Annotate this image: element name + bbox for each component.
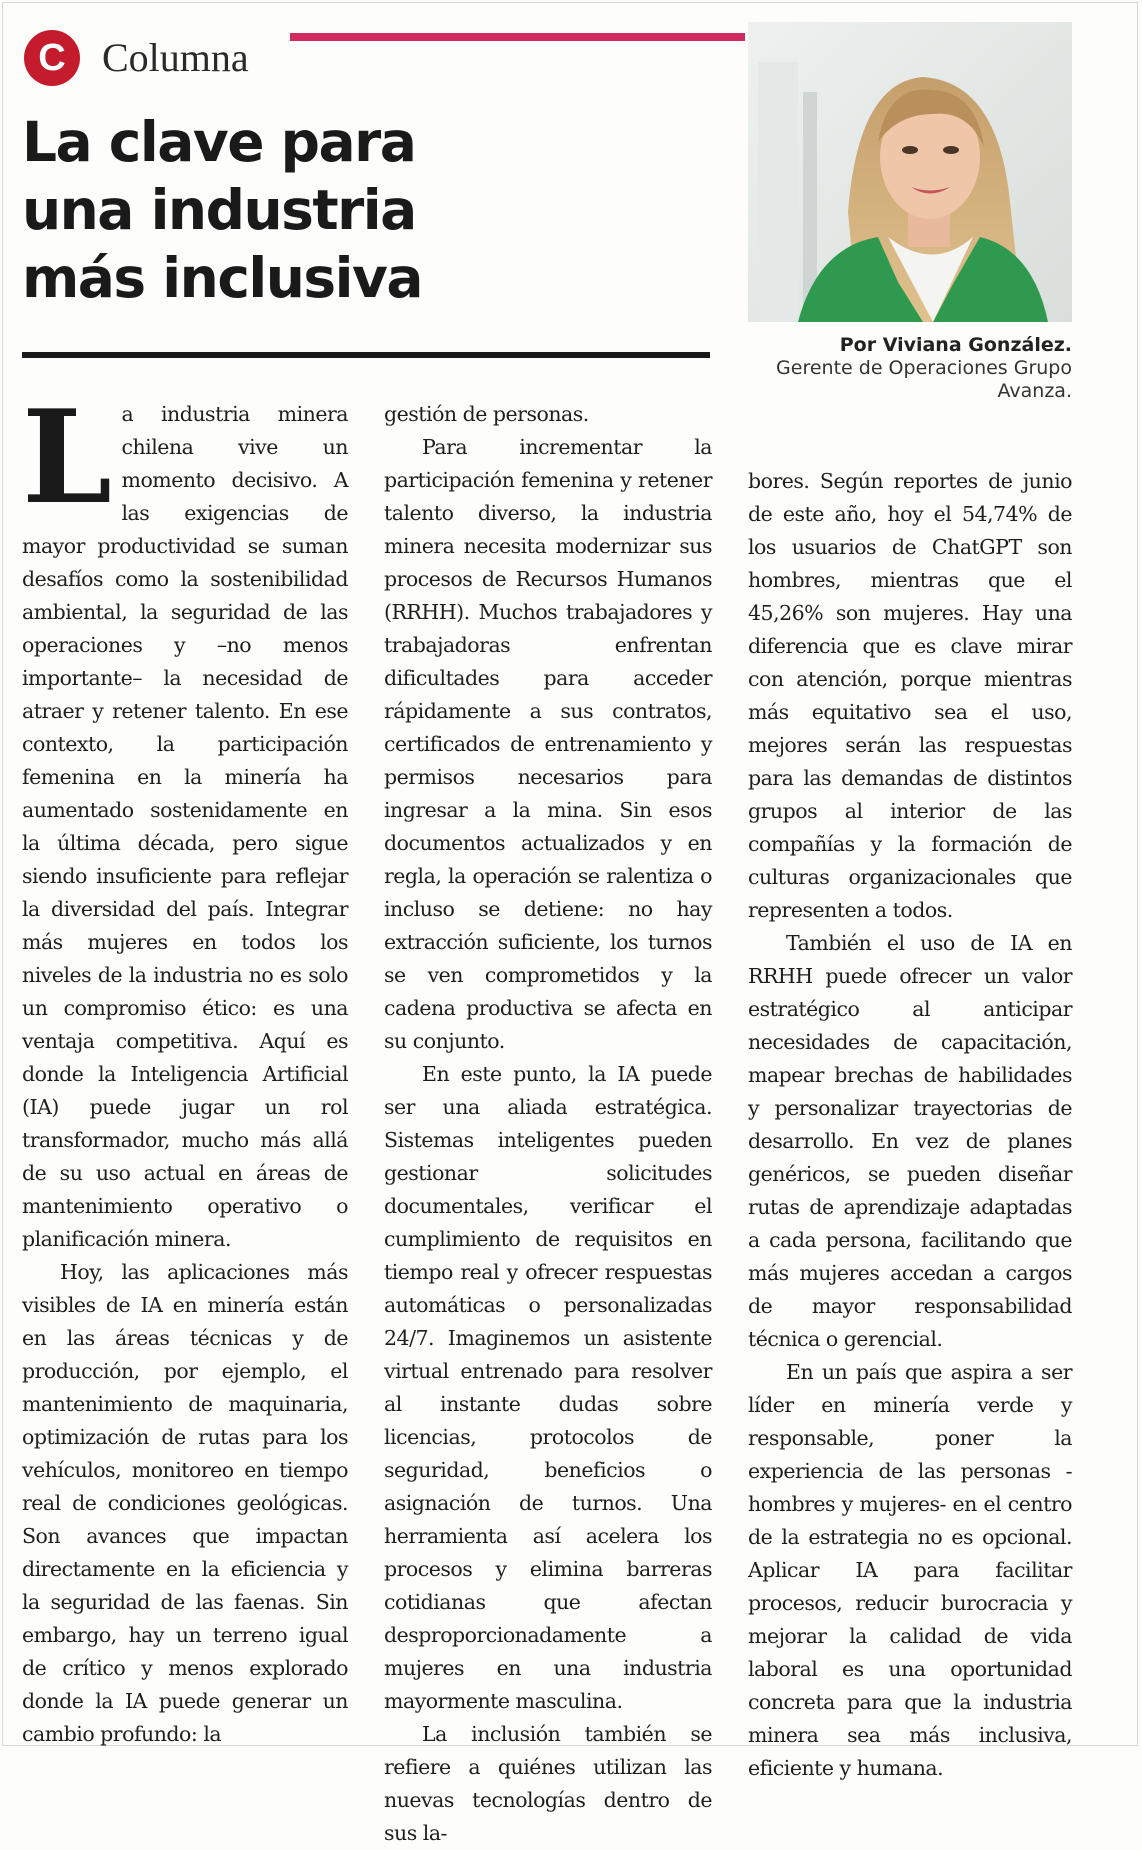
author-name: Por Viviana González. bbox=[839, 334, 1072, 356]
author-role: Gerente de Operaciones Grupo Avanza. bbox=[776, 357, 1072, 402]
paragraph: gestión de personas. bbox=[384, 402, 589, 426]
byline bbox=[732, 334, 1072, 403]
paragraph: La inclusión también se refiere a quiénes utilizan las nuevas tecnologías dentro de sus la- bbox=[384, 1722, 712, 1845]
paragraph bbox=[22, 383, 348, 1256]
section-label: Columna bbox=[102, 35, 249, 80]
author-portrait bbox=[748, 22, 1072, 322]
paragraph: En este punto, la IA puede ser una aliada estratégica. Sistemas inteligentes pueden gestionar solicitudes documentales, verificar el cumplimiento de requisitos en tiempo real y ofrecer respuestas automáticas o personalizadas 24/7. Imaginemos un asistente virtual entrenado para resolver al instante dudas sobre licencias, protocolos de seguridad, beneficios o asignación de turnos. Una herramienta así acelera los procesos y elimina barreras cotidianas que afectan desproporcionadamente a mujeres en una industria mayormente masculina. bbox=[384, 1062, 712, 1713]
article-column-2 bbox=[384, 398, 712, 1850]
headline bbox=[22, 108, 542, 312]
paragraph: En un país que aspira a ser líder en minería verde y responsable, poner la experiencia de las personas -hombres y mujeres- en el centro de la estrategia no es opcional. Aplicar IA para facilitar procesos, reducir burocracia y mejorar la calidad de vida laboral es una oportunidad concreta para que la industria minera sea más inclusiva, eficiente y humana. bbox=[748, 1360, 1072, 1780]
paragraph-text: a industria minera chilena vive un momento decisivo. A las exigencias de mayor productividad se suman desafíos como la sostenibilidad ambiental, la seguridad de las operaciones y –no menos importante– la necesidad de atraer y retener talento. En ese contexto, la participación femenina en la minería ha aumentado sostenidamente en la última década, pero sigue siendo insuficiente para reflejar la diversidad del país. Integrar más mujeres en todos los niveles de la industria no es solo un compromiso ético: es una ventaja competitiva. Aquí es donde la Inteligencia Artificial (IA) puede jugar un rol transformador, mucho más allá de su uso actual en áreas de mantenimiento operativo o planificación minera. bbox=[22, 402, 348, 1251]
article-column-1 bbox=[22, 383, 348, 1751]
article-column-3 bbox=[748, 465, 1072, 1785]
paragraph: bores. Según reportes de junio de este año, hoy el 54,74% de los usuarios de ChatGPT son hombres, mientras que el 45,26% son mujeres. Hay una diferencia que es clave mirar con atención, porque mientras más equitativo sea el uso, mejores serán las respuestas para las demandas de distintos grupos al interior de las compañías y la formación de culturas organizacionales que representen a todos. bbox=[748, 469, 1072, 922]
paragraph: Para incrementar la participación femenina y retener talento diverso, la industria minera necesita modernizar sus procesos de Recursos Humanos (RRHH). Muchos trabajadores y trabajadoras enfrentan dificultades para acceder rápidamente a sus contratos, certificados de entrenamiento y permisos necesarios para ingresar a la mina. Sin esos documentos actualizados y en regla, la operación se ralentiza o incluso se detiene: no hay extracción suficiente, los turnos se ven comprometidos y la cadena productiva se afecta en su conjunto. bbox=[384, 435, 712, 1053]
dropcap: L bbox=[22, 383, 112, 533]
headline-line: una industria bbox=[22, 178, 416, 242]
paragraph: Hoy, las aplicaciones más visibles de IA en minería están en las áreas técnicas y de producción, por ejemplo, el mantenimiento de maquinaria, optimización de rutas para los vehículos, monitoreo en tiempo real de condiciones geológicas. Son avances que impactan directamente en la eficiencia y la seguridad de las faenas. Sin embargo, hay un terreno igual de crítico y menos explorado donde la IA puede generar un cambio profundo: la bbox=[22, 1260, 348, 1746]
headline-rule bbox=[22, 352, 710, 358]
headline-line: La clave para bbox=[22, 110, 416, 174]
section-rule bbox=[290, 33, 745, 41]
paragraph: También el uso de IA en RRHH puede ofrecer un valor estratégico al anticipar necesidades de capacitación, mapear brechas de habilidades y personalizar trayectorias de desarrollo. En vez de planes genéricos, se pueden diseñar rutas de aprendizaje adaptadas a cada persona, facilitando que más mujeres accedan a cargos de mayor responsabilidad técnica o gerencial. bbox=[748, 931, 1072, 1351]
headline-line: más inclusiva bbox=[22, 246, 422, 310]
section-badge: C bbox=[24, 30, 80, 86]
